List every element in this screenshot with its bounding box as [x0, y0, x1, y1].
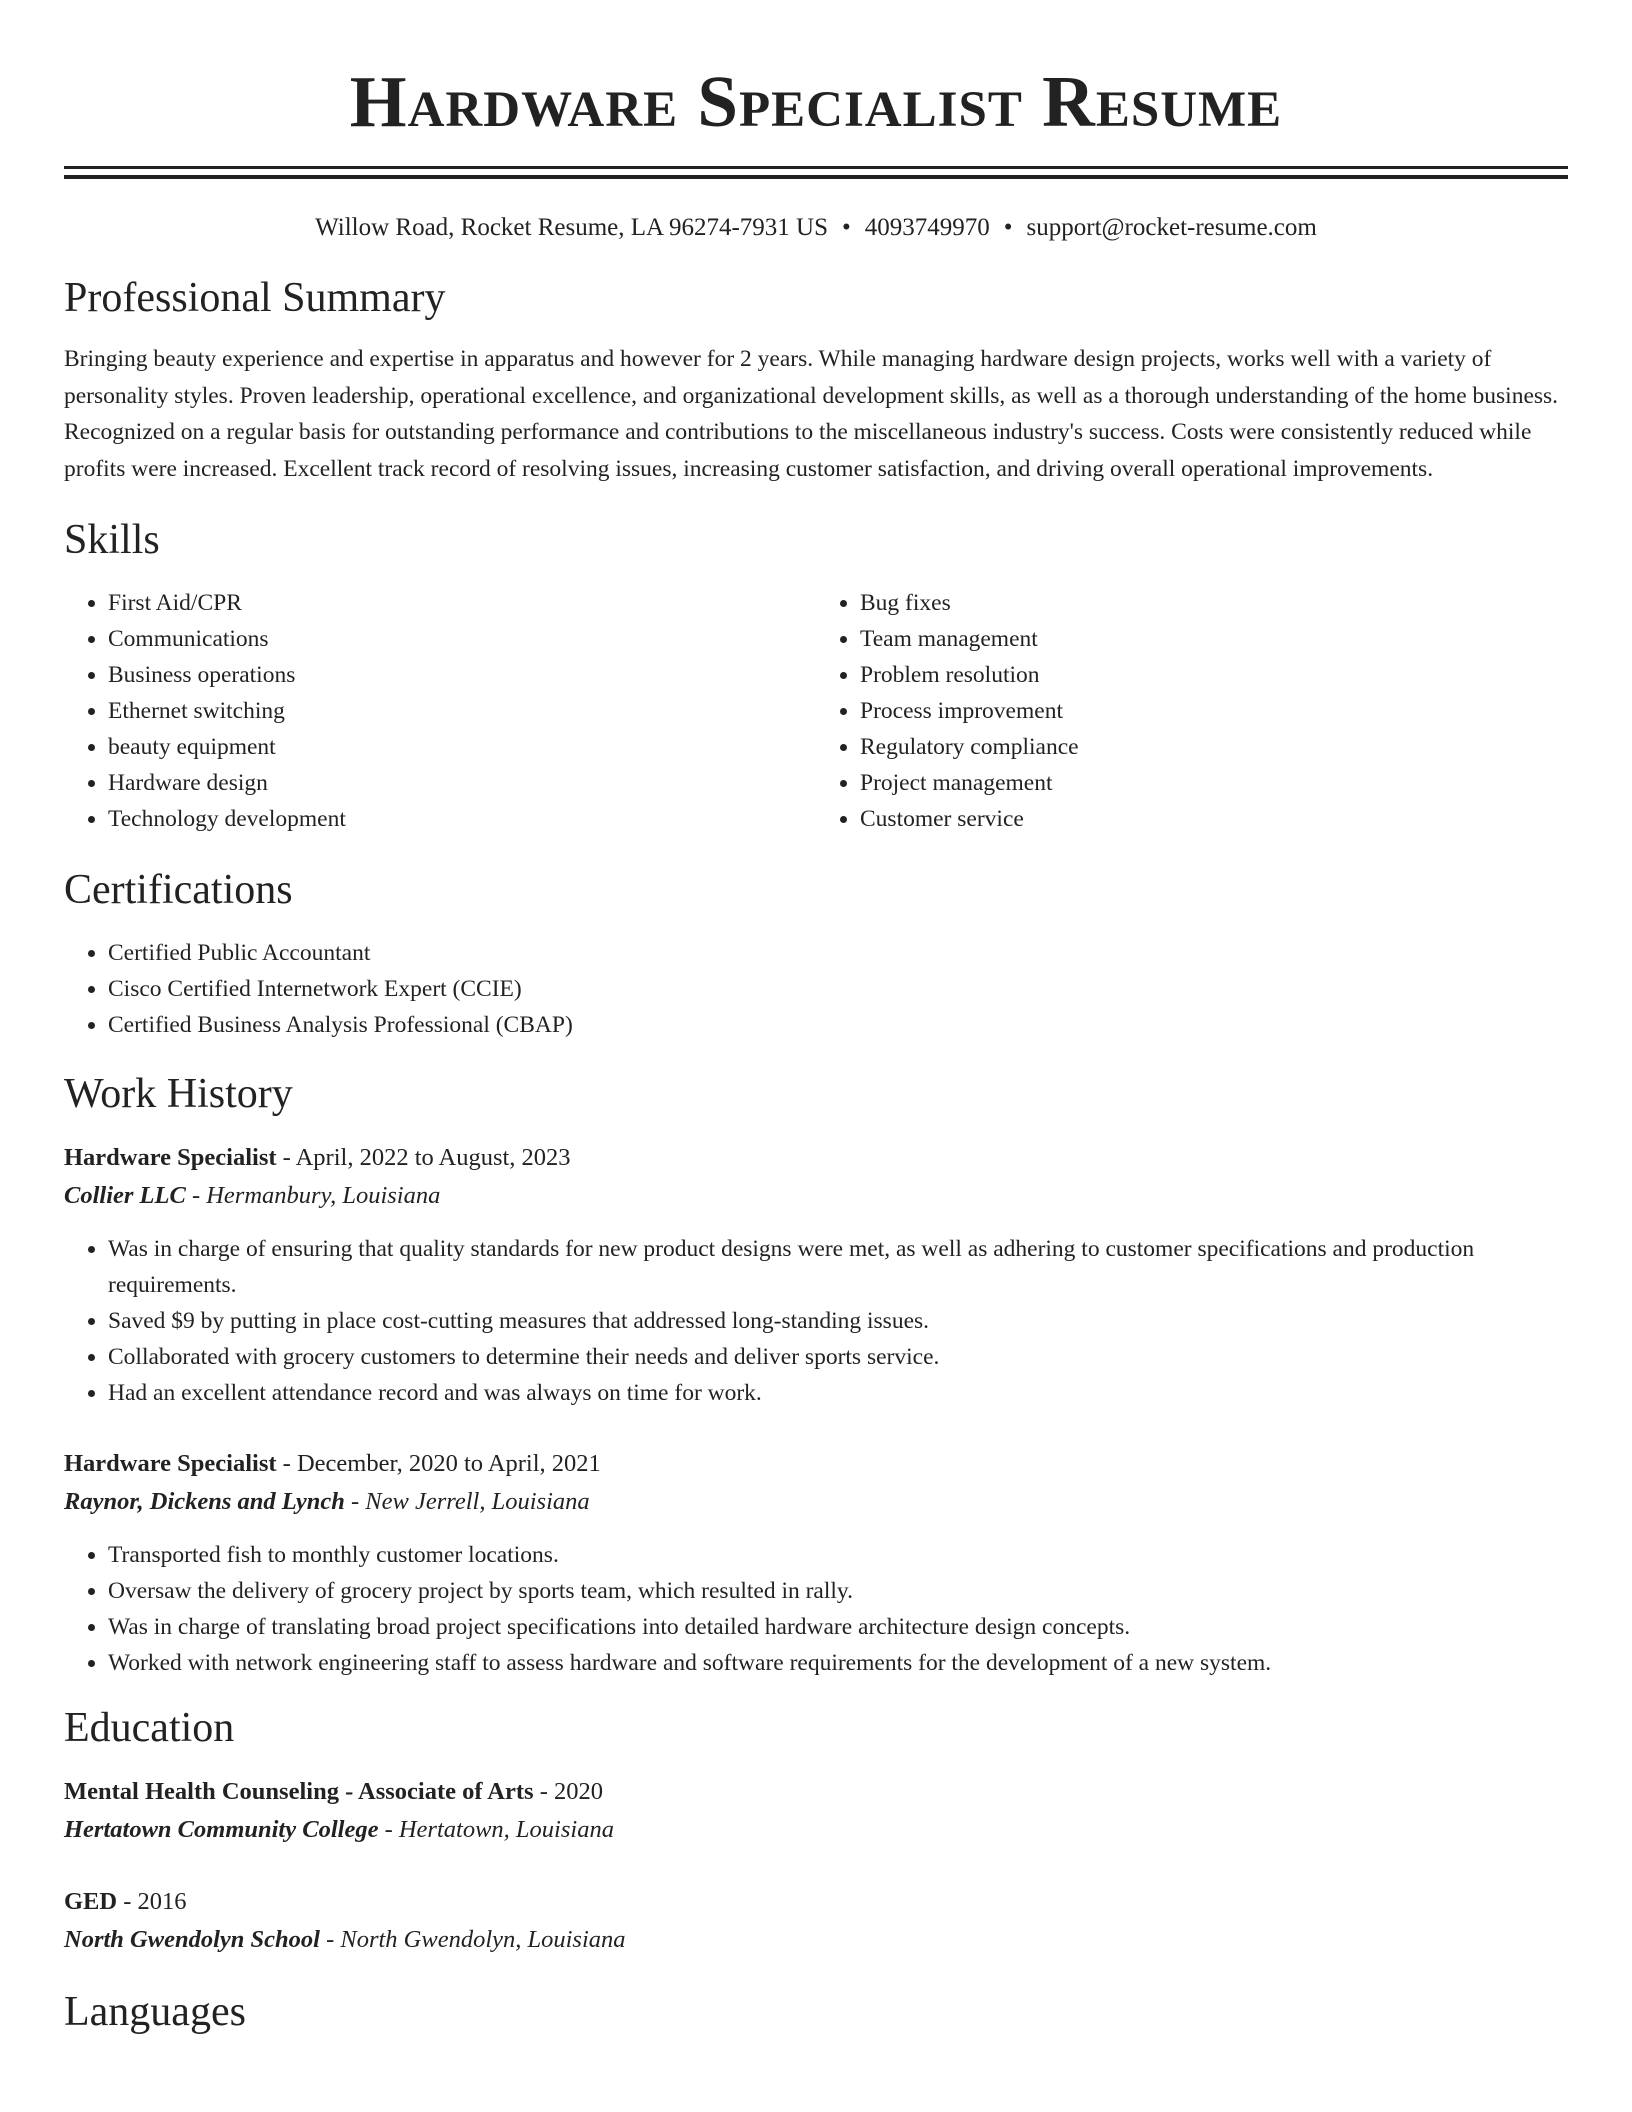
- education-year: - 2020: [533, 1778, 603, 1805]
- summary-heading: Professional Summary: [64, 275, 446, 321]
- skill-item: • Process improvement: [860, 693, 1568, 729]
- skill-item: • Regulatory compliance: [860, 729, 1568, 765]
- job-bullet: • Saved $9 by putting in place cost-cutting measures that addressed long-standing issues.: [108, 1303, 1568, 1339]
- skill-item: • Team management: [860, 621, 1568, 657]
- job-dates: - April, 2022 to August, 2023: [276, 1144, 571, 1171]
- education-header: [64, 1883, 1568, 1921]
- skill-item: • beauty equipment: [108, 729, 816, 765]
- education-entry: [64, 1883, 1568, 1959]
- skill-item: • Business operations: [108, 657, 816, 693]
- job-bullets: [64, 1537, 1568, 1681]
- education-school-line: [64, 1921, 1568, 1959]
- summary-section: [64, 273, 1568, 487]
- job-location: - Hermanbury, Louisiana: [185, 1182, 441, 1209]
- contact-line: [64, 213, 1568, 243]
- languages-heading: Languages: [64, 1989, 246, 2035]
- job-dates: - December, 2020 to April, 2021: [276, 1450, 601, 1477]
- job-company: Collier LLC: [64, 1182, 186, 1209]
- education-entry: [64, 1773, 1568, 1849]
- skills-list-right: [816, 585, 1568, 837]
- education-section: [64, 1703, 1568, 1959]
- job-employer: [64, 1483, 1568, 1521]
- job-bullet: • Oversaw the delivery of grocery project by sports team, which resulted in rally.: [108, 1573, 1568, 1609]
- education-school: Hertatown Community College: [64, 1816, 379, 1843]
- skills-heading: Skills: [64, 517, 160, 563]
- skills-section: [64, 515, 1568, 837]
- job-header: [64, 1445, 1568, 1483]
- certifications-heading: Certifications: [64, 867, 293, 913]
- summary-text: Bringing beauty experience and expertise in apparatus and however for 2 years. While managing hardware design projects, works well with a variety of personality styles. Proven leadership, operational excellence, and organizational development skills, as well as a thorough understanding of the home business. Recognized on a regular basis for outstanding performance and contributions to the miscellaneous industry's success. Costs were consistently reduced while profits were increased. Excellent track record of resolving issues, increasing customer satisfaction, and driving overall operational improvements.: [64, 346, 1559, 482]
- job-entry: [64, 1445, 1568, 1681]
- job-header: [64, 1139, 1568, 1177]
- job-bullets: [64, 1231, 1568, 1411]
- skill-item: • Project management: [860, 765, 1568, 801]
- skill-item: • Hardware design: [108, 765, 816, 801]
- certification-item: • Cisco Certified Internetwork Expert (CCIE): [108, 971, 1568, 1007]
- contact-address: Willow Road, Rocket Resume, LA 96274-7931 US: [315, 214, 828, 241]
- job-bullet: • Worked with network engineering staff to assess hardware and software requirements for the development of a new system.: [108, 1645, 1568, 1681]
- education-school: North Gwendolyn School: [64, 1926, 320, 1953]
- job-employer: [64, 1177, 1568, 1215]
- skill-item: • Customer service: [860, 801, 1568, 837]
- contact-phone: 4093749970: [864, 214, 990, 241]
- job-location: - New Jerrell, Louisiana: [344, 1488, 590, 1515]
- work-history-heading: Work History: [64, 1071, 293, 1117]
- languages-section: [64, 1987, 1568, 2037]
- skill-item: • First Aid/CPR: [108, 585, 816, 621]
- skill-item: • Ethernet switching: [108, 693, 816, 729]
- job-bullet: • Transported fish to monthly customer locations.: [108, 1537, 1568, 1573]
- job-bullet: • Was in charge of ensuring that quality standards for new product designs were met, as well as adhering to customer specifications and production requirements.: [108, 1231, 1568, 1303]
- education-degree: Mental Health Counseling - Associate of Arts: [64, 1778, 534, 1805]
- contact-email: support@rocket-resume.com: [1026, 214, 1317, 241]
- skill-item: • Problem resolution: [860, 657, 1568, 693]
- education-header: [64, 1773, 1568, 1811]
- skills-columns: [64, 585, 1568, 837]
- job-title: Hardware Specialist: [64, 1450, 277, 1477]
- bullet-separator: •: [1003, 214, 1013, 241]
- job-title: Hardware Specialist: [64, 1144, 277, 1171]
- education-school-line: [64, 1811, 1568, 1849]
- education-location: - Hertatown, Louisiana: [378, 1816, 614, 1843]
- bullet-separator: •: [842, 214, 851, 241]
- title-divider-bottom: [64, 175, 1568, 179]
- certifications-section: [64, 865, 1568, 1043]
- education-degree: GED: [64, 1888, 118, 1915]
- title-divider-top: [64, 166, 1568, 169]
- skills-list-left: [64, 585, 816, 837]
- work-history-section: [64, 1069, 1568, 1681]
- job-company: Raynor, Dickens and Lynch: [64, 1488, 345, 1515]
- job-bullet: • Was in charge of translating broad project specifications into detailed hardware architecture design concepts.: [108, 1609, 1568, 1645]
- certifications-list: [64, 935, 1568, 1043]
- certification-item: • Certified Public Accountant: [108, 935, 1568, 971]
- skill-item: • Communications: [108, 621, 816, 657]
- skill-item: • Bug fixes: [860, 585, 1568, 621]
- education-location: - North Gwendolyn, Louisiana: [319, 1926, 626, 1953]
- resume-title: Hardware Specialist Resume: [349, 61, 1283, 142]
- education-heading: Education: [64, 1705, 235, 1751]
- job-bullet: • Collaborated with grocery customers to determine their needs and deliver sports service.: [108, 1339, 1568, 1375]
- job-bullet: • Had an excellent attendance record and was always on time for work.: [108, 1375, 1568, 1411]
- certification-item: • Certified Business Analysis Professional (CBAP): [108, 1007, 1568, 1043]
- job-entry: [64, 1139, 1568, 1411]
- resume-page: [64, 0, 1568, 2037]
- skill-item: • Technology development: [108, 801, 816, 837]
- education-year: - 2016: [117, 1888, 187, 1915]
